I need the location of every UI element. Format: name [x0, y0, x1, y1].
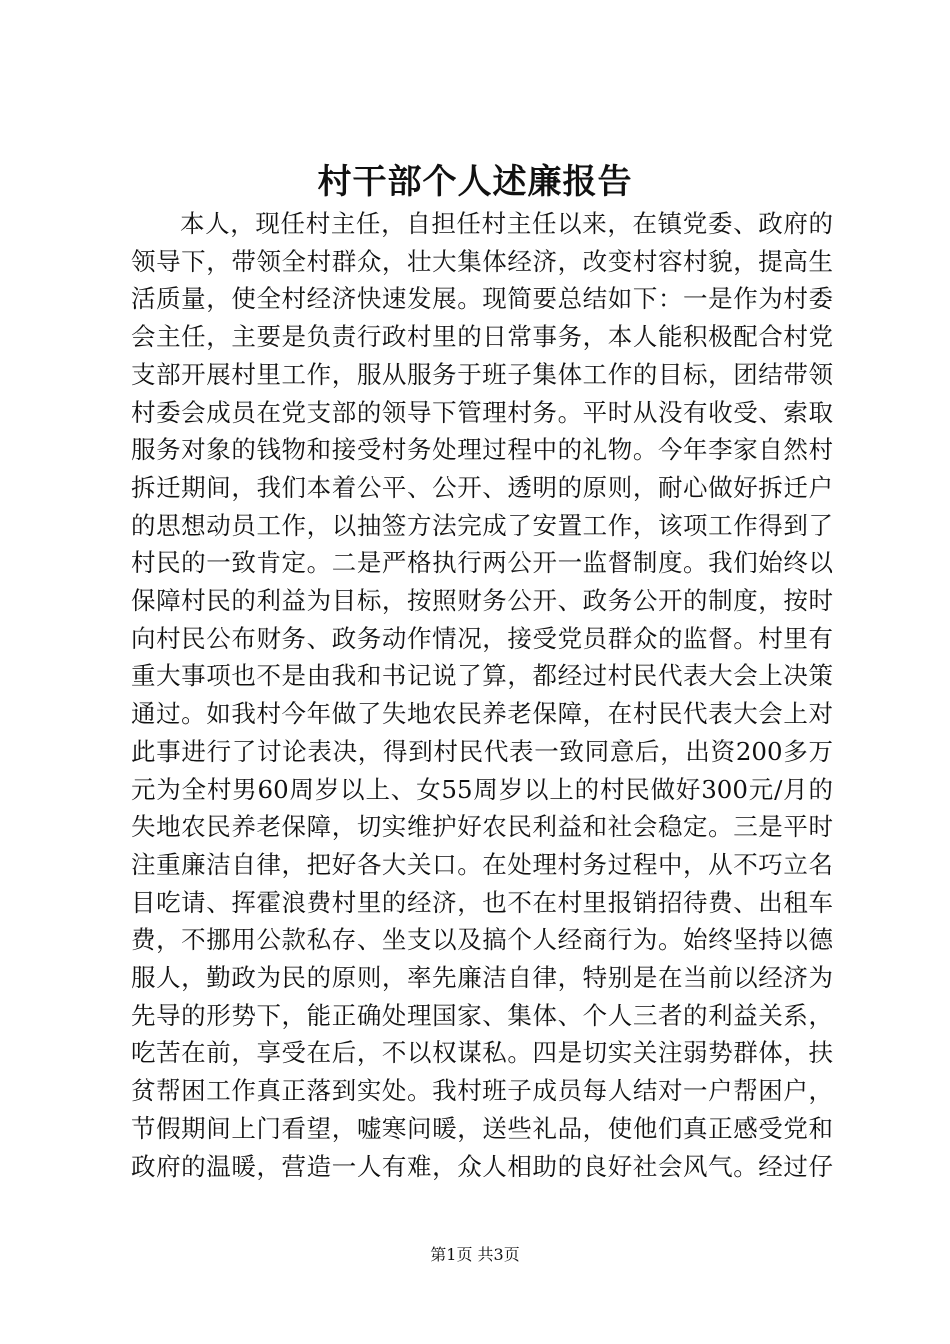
document-title: 村干部个人述廉报告	[317, 162, 633, 202]
document-body: 本人，现任村主任，自担任村主任以来，在镇党委、政府的领导下，带领全村群众，壮大集体经济，改变村容村貌，提高生活质量，使全村经济快速发展。现简要总结如下：一是作为村委会主任，主要是负责行政村里的日常事务，本人能积极配合村党支部开展村里工作，服从服务于班子集体工作的目标，团结带领村委会成员在党支部的领导下管理村务。平时从没有收受、索取服务对象的钱物和接受村务处理过程中的礼物。今年李家自然村拆迁期间，我们本着公平、公开、透明的原则，耐心做好拆迁户的思想动员工作，以抽签方法完成了安置工作，该项工作得到了村民的一致肯定。二是严格执行两公开一监督制度。我们始终以保障村民的利益为目标，按照财务公开、政务公开的制度，按时向村民公布财务、政务动作情况，接受党员群众的监督。村里有重大事项也不是由我和书记说了算，都经过村民代表大会上决策通过。如我村今年做了失地农民养老保障，在村民代表大会上对此事进行了讨论表决，得到村民代表一致同意后，出资200多万元为全村男60周岁以上、女55周岁以上的村民做好300元/月的失地农民养老保障，切实维护好农民利益和社会稳定。三是平时注重廉洁自律，把好各大关口。在处理村务过程中，从不巧立名目吃请、挥霍浪费村里的经济，也不在村里报销招待费、出租车费，不挪用公款私存、坐支以及搞个人经商行为。始终坚持以德服人，勤政为民的原则，率先廉洁自律，特别是在当前以经济为先导的形势下，能正确处理国家、集体、个人三者的利益关系，吃苦在前，享受在后，不以权谋私。四是切实关注弱势群体，扶贫帮困工作真正落到实处。我村班子成员每人结对一户帮困户，节假期间上门看望，嘘寒问暖，送些礼品，使他们真正感受党和政府的温暖，营造一人有难，众人相助的良好社会风气。经过仔	[131, 209, 833, 1181]
page-footer: 第1页 共3页	[430, 1245, 520, 1264]
